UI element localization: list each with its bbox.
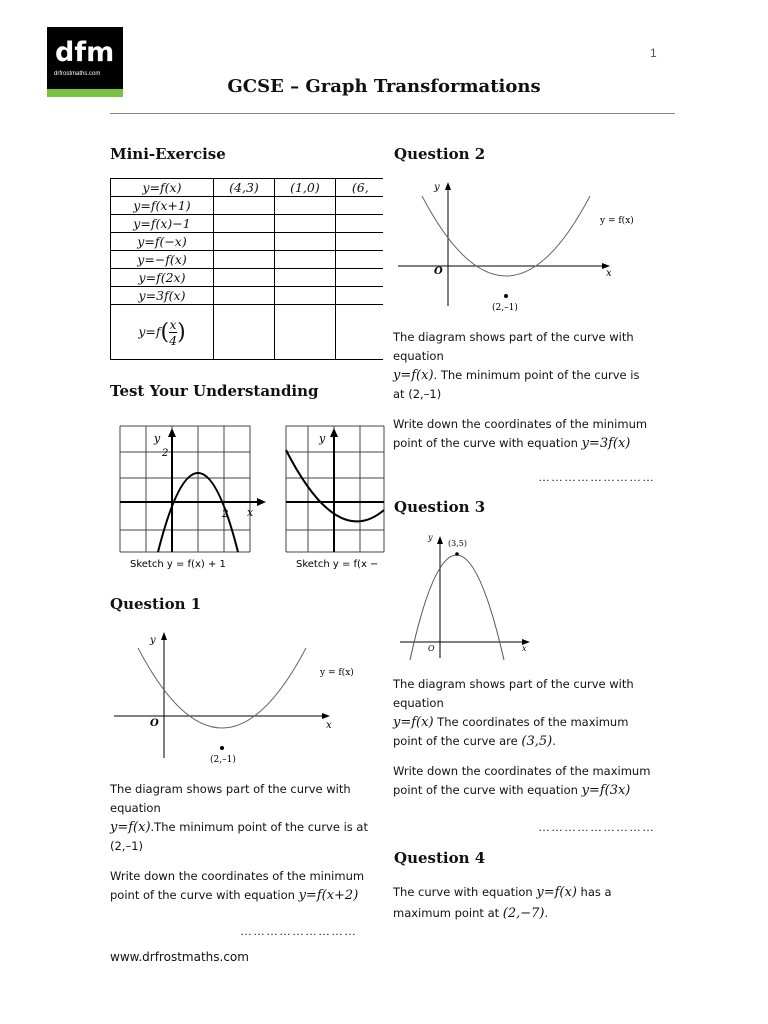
text-line: Write down the coordinates of the minimum (110, 869, 365, 883)
footer-url[interactable]: www.drfrostmaths.com (110, 950, 249, 964)
answer-line[interactable]: ……………………… (538, 820, 655, 834)
text-span: . (544, 906, 549, 920)
text-span: has a (576, 885, 612, 899)
x-label: x (247, 506, 254, 519)
answer-cell[interactable] (274, 251, 335, 269)
answer-cell[interactable] (335, 305, 383, 360)
question-3-heading: Question 3 (394, 498, 486, 516)
y-label: y (154, 432, 161, 445)
table-cell: y=f(x) (111, 179, 214, 197)
table-row (111, 233, 384, 251)
answer-cell[interactable] (274, 287, 335, 305)
test-understanding-heading: Test Your Understanding (110, 382, 319, 400)
question-2-graph (394, 176, 634, 316)
tick-label-y: 2 (162, 448, 169, 459)
text-span: . The minimum point of the curve is (433, 368, 640, 382)
text-span: point of the curve with equation (393, 436, 578, 450)
x-label: x (606, 268, 612, 279)
text-line (393, 366, 668, 385)
text-span: .The minimum point of the curve is at (150, 820, 368, 834)
y-label: y (434, 182, 440, 193)
text-line (393, 713, 668, 732)
text-span: point of the curve with equation (393, 783, 578, 797)
fraction (169, 317, 177, 348)
math-expression: y=f(x) (536, 885, 577, 900)
table-row (111, 215, 384, 233)
text-line: The diagram shows part of the curve with (393, 677, 634, 691)
text-line: The diagram shows part of the curve with (110, 782, 351, 796)
text-span: point of the curve are (393, 734, 518, 748)
x-axis-arrow (257, 498, 266, 506)
answer-cell[interactable] (214, 215, 275, 233)
fraction-prefix: y=f (138, 323, 161, 339)
text-line: equation (393, 349, 444, 363)
table-cell: y=−f(x) (111, 251, 214, 269)
answer-cell[interactable] (214, 305, 275, 360)
minimum-point (504, 294, 508, 298)
x-axis-arrow (322, 713, 330, 719)
question-4-text (393, 882, 668, 924)
graph-caption: Sketch y = f(x − (296, 559, 379, 570)
math-expression: y=f(x) (393, 715, 434, 730)
y-label: y (150, 635, 156, 646)
fraction-numerator: x (169, 316, 177, 332)
graph-caption: Sketch y = f(x) + 1 (130, 559, 226, 570)
answer-cell[interactable] (335, 197, 383, 215)
table-cell: (1,0) (274, 179, 335, 197)
y-axis-arrow (161, 632, 167, 640)
answer-cell[interactable] (335, 269, 383, 287)
text-line (393, 434, 668, 453)
question-1-graph (110, 628, 354, 768)
title-divider (110, 113, 675, 114)
text-line (393, 732, 668, 751)
math-expression: (3,5) (521, 734, 553, 749)
y-label: y (319, 432, 326, 445)
fraction-denominator: 4 (169, 332, 178, 348)
y-axis-arrow (330, 428, 338, 437)
answer-cell[interactable] (335, 215, 383, 233)
page-number: 1 (650, 46, 657, 60)
curve-label: y = f(x) (600, 216, 634, 226)
answer-cell[interactable] (274, 197, 335, 215)
question-1-text (110, 780, 380, 905)
mini-exercise-table-wrap (110, 178, 383, 350)
math-expression: y=f(x) (393, 368, 434, 383)
y-axis-arrow (437, 536, 443, 544)
origin-label: O (150, 718, 159, 729)
maximum-label: (3,5) (448, 539, 467, 548)
text-span: The curve with equation (393, 885, 533, 899)
logo-subtext: drfrostmaths.com (54, 71, 101, 77)
maximum-point (455, 552, 459, 556)
answer-cell[interactable] (214, 251, 275, 269)
math-expression: y=f(x+2) (298, 888, 359, 903)
math-expression: y=3f(x) (581, 436, 631, 451)
origin-label: O (434, 266, 443, 277)
text-line (110, 886, 380, 905)
origin-label: O (428, 644, 435, 653)
x-label: x (326, 720, 332, 731)
math-expression: y=f(3x) (581, 783, 631, 798)
table-row (111, 197, 384, 215)
table-cell: y=f(x+1) (111, 197, 214, 215)
y-label: y (428, 533, 433, 542)
text-line: (2,–1) (110, 839, 144, 853)
question-4-heading: Question 4 (394, 849, 486, 867)
table-row (111, 251, 384, 269)
table-row (111, 269, 384, 287)
table-cell: y=3f(x) (111, 287, 214, 305)
y-axis-arrow (445, 182, 451, 190)
text-line: Write down the coordinates of the minimum (393, 417, 648, 431)
answer-line[interactable]: ……………………… (538, 470, 655, 484)
answer-cell[interactable] (214, 287, 275, 305)
text-line (393, 882, 668, 903)
text-line: equation (393, 696, 444, 710)
table-row (111, 287, 384, 305)
minimum-label: (2,–1) (492, 303, 518, 313)
minimum-point (220, 746, 224, 750)
text-span: maximum point at (393, 906, 500, 920)
mini-exercise-table (110, 178, 383, 360)
table-cell: y=f(x)−1 (111, 215, 214, 233)
question-3-text (393, 675, 668, 800)
answer-cell[interactable] (274, 215, 335, 233)
text-line: The diagram shows part of the curve with (393, 330, 634, 344)
logo-text: dfm (55, 37, 115, 68)
answer-cell[interactable] (335, 233, 383, 251)
curve-label: y = f(x) (320, 668, 354, 678)
text-line (393, 903, 668, 924)
text-line (110, 818, 380, 837)
x-label: x (522, 644, 527, 653)
answer-cell[interactable] (274, 269, 335, 287)
curve (410, 555, 504, 660)
mini-exercise-heading: Mini-Exercise (110, 145, 226, 163)
answer-cell[interactable] (214, 269, 275, 287)
table-cell: y=f( $\frac{x}{4}$ ) (111, 305, 214, 360)
text-span: The coordinates of the maximum (433, 715, 629, 729)
text-line: at (2,–1) (393, 387, 442, 401)
curve (422, 196, 590, 276)
answer-cell[interactable] (274, 233, 335, 251)
tick-label-x: 2 (222, 509, 229, 520)
answer-cell[interactable] (214, 197, 275, 215)
minimum-label: (2,–1) (210, 755, 236, 765)
grid (120, 426, 250, 552)
answer-cell[interactable] (335, 251, 383, 269)
table-row (111, 305, 384, 360)
test-graph-1 (110, 420, 270, 580)
answer-cell[interactable] (335, 287, 383, 305)
table-cell: y=f(2x) (111, 269, 214, 287)
math-expression: (2,−7) (502, 906, 545, 921)
test-graph-2 (282, 420, 384, 580)
answer-cell[interactable] (214, 233, 275, 251)
table-cell: y=f(−x) (111, 233, 214, 251)
table-cell: (6, (335, 179, 383, 197)
table-cell: (4,3) (214, 179, 275, 197)
text-line: Write down the coordinates of the maximum (393, 764, 651, 778)
question-2-heading: Question 2 (394, 145, 486, 163)
answer-line[interactable]: ……………………… (240, 924, 357, 938)
y-axis-arrow (168, 428, 176, 437)
question-2-text (393, 328, 668, 453)
text-span: point of the curve with equation (110, 888, 295, 902)
math-expression: y=f(x) (110, 820, 151, 835)
text-line (393, 781, 668, 800)
question-1-heading: Question 1 (110, 595, 202, 613)
answer-cell[interactable] (274, 305, 335, 360)
page-title: GCSE – Graph Transformations (227, 76, 541, 97)
text-span: . (552, 734, 556, 748)
question-3-graph (396, 530, 546, 662)
text-line: equation (110, 801, 161, 815)
table-header-row (111, 179, 384, 197)
